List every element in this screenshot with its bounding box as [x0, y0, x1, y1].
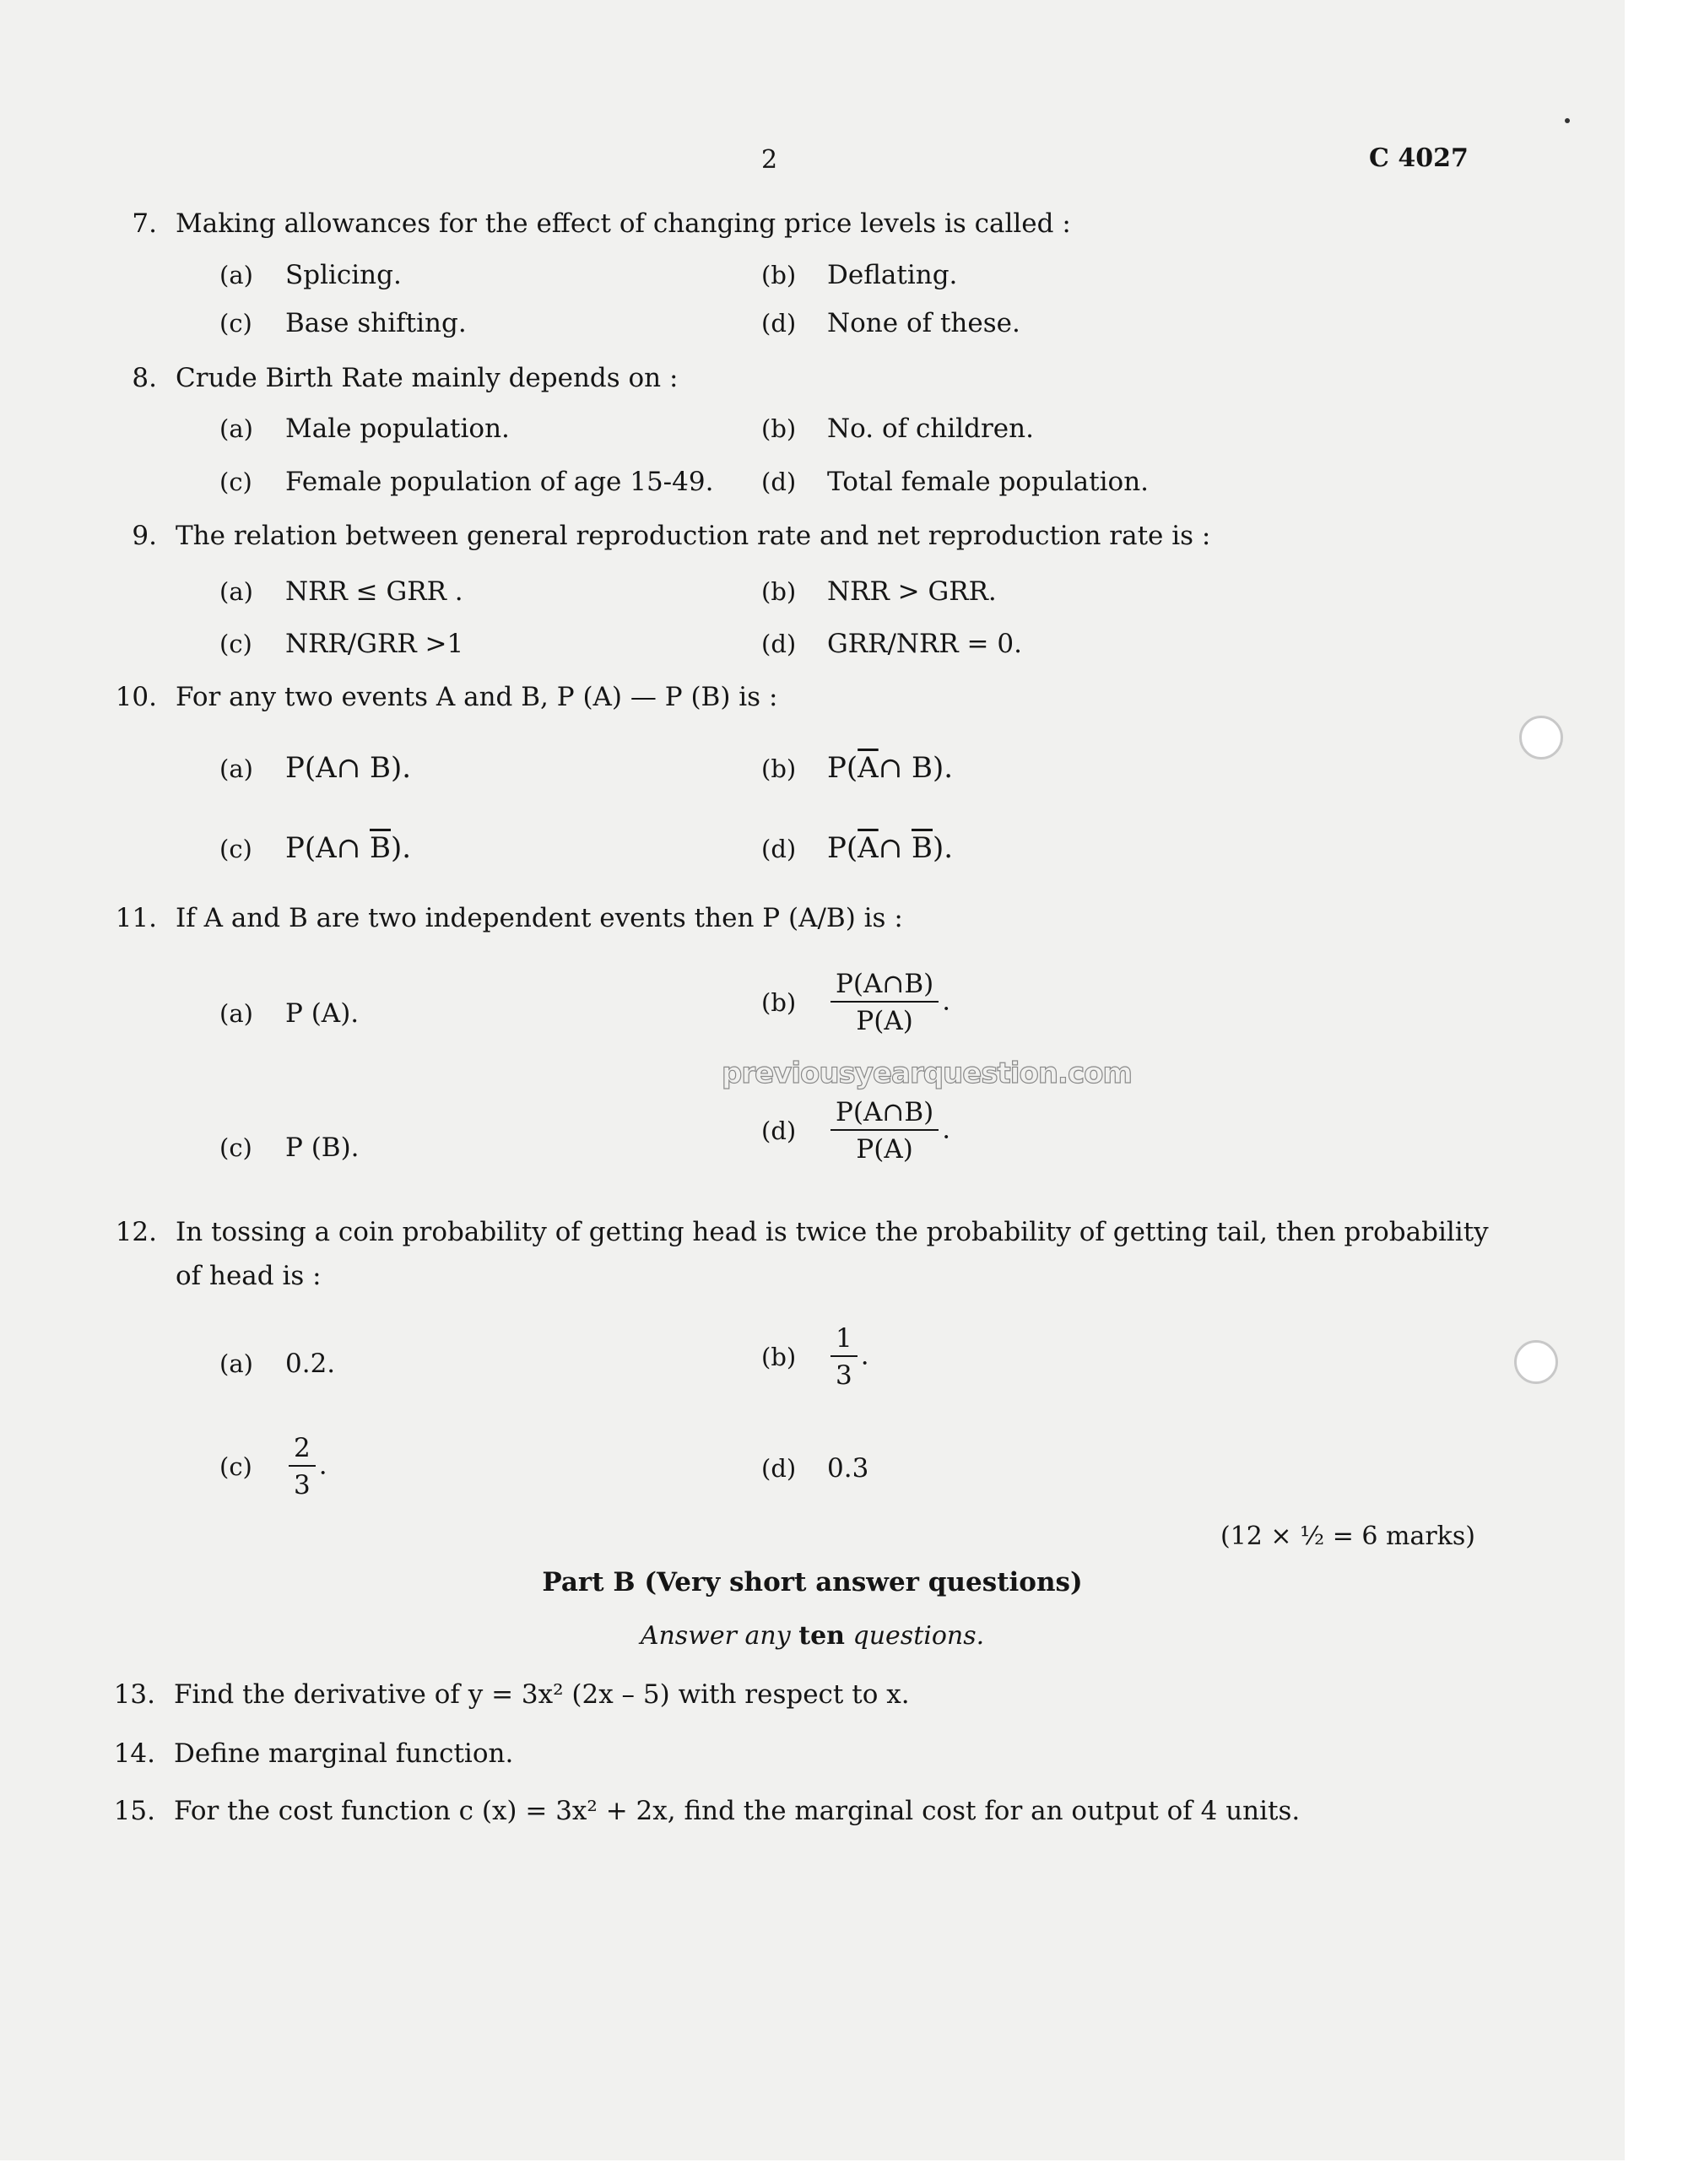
- option-10d: (d) $P(\overline{A}\cap$ $\overline{B}$).: [761, 831, 954, 865]
- question-7: [132, 208, 1071, 239]
- page-margin: [1625, 0, 1688, 2184]
- question-14: [113, 1738, 514, 1769]
- punch-hole: [1514, 1340, 1558, 1384]
- question-text: Define marginal function.: [174, 1738, 514, 1769]
- option-9c: (c) NRR/GRR >1: [219, 629, 464, 659]
- option-9d: (d) GRR/NRR = 0.: [761, 629, 1022, 659]
- fraction: $\frac{P(A\cap B)}{P(A)}$: [830, 1097, 939, 1165]
- option-8a: (a) Male population.: [219, 414, 510, 444]
- option-12d: (d) 0.3: [761, 1453, 869, 1484]
- question-8: [132, 363, 679, 393]
- question-13: [113, 1679, 910, 1710]
- question-text: For the cost function c (x) = 3x² + 2x, find the marginal cost for an output of 4 units.: [174, 1796, 1301, 1826]
- option-12c: (c) $\frac{2}{3}$ .: [219, 1433, 327, 1500]
- question-number: 9.: [132, 521, 157, 551]
- watermark-logo: previousyearquestion.com: [722, 1057, 1132, 1090]
- option-7a: (a) Splicing.: [219, 260, 402, 290]
- question-12-continued: [176, 1261, 322, 1291]
- option-9b: (b) NRR > GRR.: [761, 576, 997, 607]
- option-7c: (c) Base shifting.: [219, 308, 467, 338]
- option-10a: (a) P(A∩ B).: [219, 751, 412, 785]
- question-number: 15.: [113, 1796, 155, 1826]
- page-number: 2: [761, 145, 778, 175]
- option-8b: (b) No. of children.: [761, 414, 1034, 444]
- marks-allocation: (12 × ½ = 6 marks): [1220, 1522, 1475, 1551]
- question-text: Making allowances for the effect of changing price levels is called :: [176, 208, 1071, 239]
- scan-speck: [1565, 118, 1570, 123]
- question-text-line2: of head is :: [176, 1261, 322, 1291]
- option-10b: (b) $P(\overline{A}\cap$ B).: [761, 751, 954, 785]
- option-12b: (b) $\frac{1}{3}$ .: [761, 1323, 869, 1391]
- question-text-line1: In tossing a coin probability of getting head is twice the probability of getting tail, then probability: [176, 1217, 1489, 1247]
- question-number: 14.: [113, 1738, 155, 1769]
- question-9: [132, 521, 1211, 551]
- question-number: 11.: [115, 903, 157, 933]
- option-11a: (a) P (A).: [219, 998, 360, 1029]
- part-b-instruction: Answer any ten questions.: [640, 1621, 985, 1651]
- option-11d: (d) $\frac{P(A\cap B)}{P(A)}$ .: [761, 1097, 951, 1165]
- question-text: For any two events A and B, P (A) — P (B) is :: [176, 682, 778, 712]
- question-text: The relation between general reproduction rate and net reproduction rate is :: [176, 521, 1211, 551]
- option-11c: (c) P (B).: [219, 1133, 360, 1163]
- paper-code: C 4027: [1369, 143, 1469, 173]
- question-10: [115, 682, 778, 712]
- option-8d: (d) Total female population.: [761, 467, 1150, 497]
- fraction: $\frac{2}{3}$: [289, 1433, 316, 1500]
- part-b-title: Part B (Very short answer questions): [542, 1567, 1083, 1597]
- question-number: 10.: [115, 682, 157, 712]
- question-number: 12.: [115, 1217, 157, 1247]
- question-15: [113, 1796, 1301, 1826]
- option-10c: (c) P(A∩ $\overline{B}$).: [219, 831, 412, 865]
- option-9a: (a) NRR ≤ GRR .: [219, 576, 463, 607]
- question-12: [115, 1217, 1489, 1247]
- question-text: Find the derivative of y = 3x² (2x – 5) with respect to x.: [174, 1679, 910, 1710]
- option-12a: (a) 0.2.: [219, 1349, 336, 1379]
- fraction: $\frac{P(A\cap B)}{P(A)}$: [830, 969, 939, 1036]
- fraction: $\frac{1}{3}$: [830, 1323, 858, 1391]
- punch-hole: [1519, 716, 1563, 760]
- question-number: 8.: [132, 363, 157, 393]
- question-11: [115, 903, 903, 933]
- option-8c: (c) Female population of age 15-49.: [219, 467, 714, 497]
- question-number: 7.: [132, 208, 157, 239]
- option-11b: (b) $\frac{P(A\cap B)}{P(A)}$ .: [761, 969, 951, 1036]
- question-number: 13.: [113, 1679, 155, 1710]
- option-7b: (b) Deflating.: [761, 260, 958, 290]
- question-text: If A and B are two independent events then P (A/B) is :: [176, 903, 903, 933]
- option-7d: (d) None of these.: [761, 308, 1020, 338]
- question-text: Crude Birth Rate mainly depends on :: [176, 363, 679, 393]
